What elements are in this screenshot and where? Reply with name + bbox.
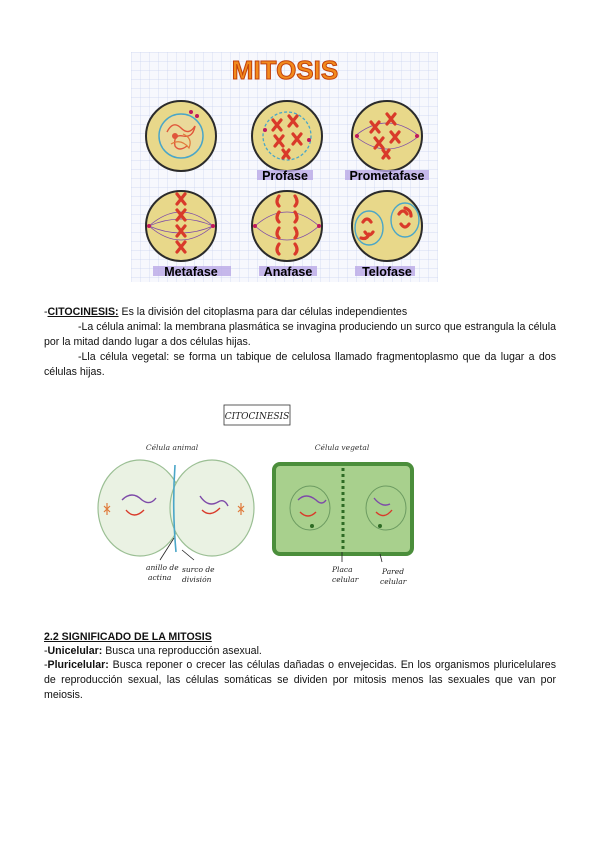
section-heading: 2.2 SIGNIFICADO DE LA MITOSIS — [44, 631, 212, 643]
label-pared-1: Pared — [382, 567, 405, 576]
stage-label-prometafase: Prometafase — [349, 169, 425, 183]
stage-label-metafase: Metafase — [164, 265, 218, 279]
label-surco-2: división — [182, 575, 212, 584]
unicelular-term: Unicelular: — [47, 645, 103, 657]
cell-interphase — [146, 101, 216, 171]
citocinesis-vegetal: -Lla célula vegetal: se forma un tabique de celulosa llamado fragmentoplasmo que da lugar a dos células hijas. — [44, 351, 556, 378]
label-anillo-1: anillo de — [146, 563, 179, 572]
plant-cell-dividing — [274, 464, 412, 554]
citocinesis-illustration — [90, 400, 420, 595]
citocinesis-term: CITOCINESIS: — [47, 306, 119, 318]
citocinesis-figure-title: CITOCINESIS — [224, 412, 290, 422]
cell-profase — [252, 101, 322, 171]
cell-anafase — [252, 191, 322, 261]
pluricelular-term: Pluricelular: — [47, 659, 109, 671]
stage-label-profase: Profase — [262, 169, 308, 183]
animal-cell-dividing — [98, 460, 254, 556]
unicelular-paragraph: -Unicelular: Busca una reproducción asexual. — [44, 645, 262, 657]
plant-cell-label: Célula vegetal — [314, 443, 370, 452]
pluricelular-text: Busca reponer o crecer las células dañadas o envejecidas. En los organismos pluricelulares de reproducción sexual, las células somáticas se dividen por mitosis menos las sexuales que van por meiosis. — [44, 659, 556, 701]
label-surco-1: surco de — [182, 565, 215, 574]
cell-metafase — [146, 191, 216, 261]
citocinesis-animal: -La célula animal: la membrana plasmática se invagina produciendo un surco que estrangula la célula por la mitad dando lugar a dos células hijas. — [44, 321, 556, 348]
animal-cell-label: Célula animal — [145, 443, 199, 452]
stage-label-telofase: Telofase — [362, 265, 412, 279]
unicelular-text: Busca una reproducción asexual. — [102, 645, 262, 657]
mitosis-illustration — [131, 52, 438, 282]
stage-label-anafase: Anafase — [263, 265, 313, 279]
citocinesis-definition-text: Es la división del citoplasma para dar células independientes — [118, 306, 408, 318]
pluricelular-paragraph: -Pluricelular: Busca reponer o crecer las células dañadas o envejecidas. En los organismos pluricelulares de reproducción sexual, las células somáticas se dividen por mitosis menos las sexuales que van por meiosis. — [44, 659, 556, 701]
label-anillo-2: actina — [148, 573, 172, 582]
mitosis-figure — [131, 52, 438, 282]
label-placa-1: Placa — [332, 565, 353, 574]
mitosis-title: MITOSIS — [231, 55, 339, 85]
label-placa-2: celular — [332, 575, 359, 584]
label-pared-2: celular — [380, 577, 407, 586]
cell-telofase — [352, 191, 422, 261]
cell-prometafase — [352, 101, 422, 171]
citocinesis-definition: -CITOCINESIS: Es la división del citoplasma para dar células independientes — [44, 306, 408, 318]
citocinesis-figure — [90, 400, 420, 595]
